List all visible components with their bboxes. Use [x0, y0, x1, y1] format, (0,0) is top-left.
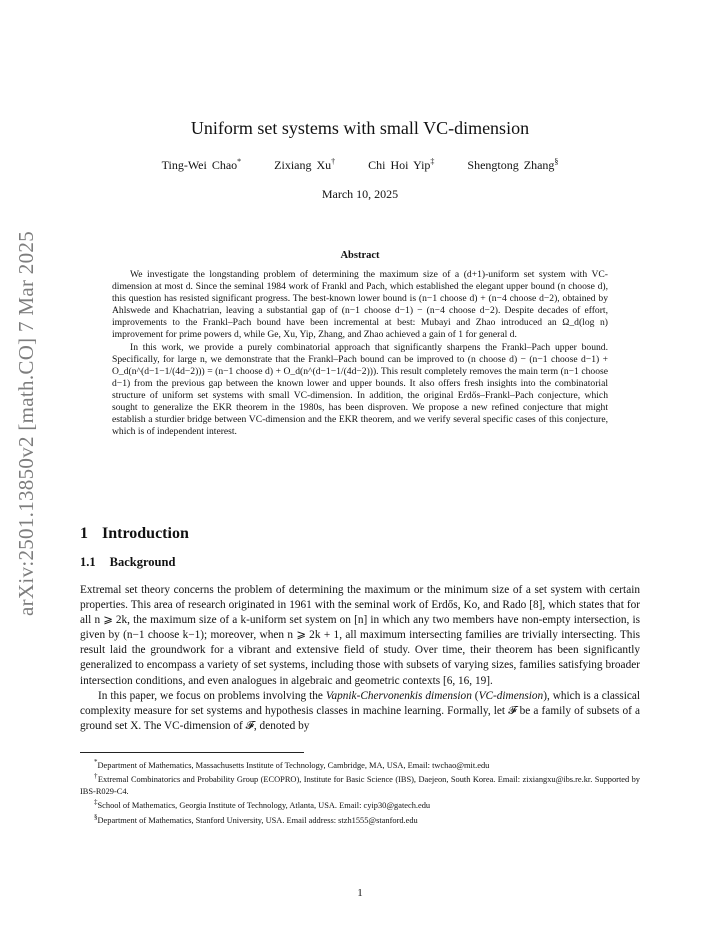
- author-list: [0, 157, 720, 173]
- footnotes: [80, 757, 640, 826]
- footnote: ‡School of Mathematics, Georgia Institute of Technology, Atlanta, USA. Email: cyip30@gatech.edu: [94, 798, 431, 811]
- arxiv-identifier: arXiv:2501.13850v2 [math.CO] 7 Mar 2025: [13, 230, 38, 616]
- section-heading: 1 Introduction: [80, 525, 189, 542]
- author: Shengtong Zhang§: [467, 157, 559, 172]
- author: Zixiang Xu†: [274, 157, 336, 172]
- abstract-body: [112, 269, 608, 438]
- paper-title: Uniform set systems with small VC-dimension: [190, 118, 530, 138]
- footnote: §Department of Mathematics, Stanford University, USA. Email address: stzh1555@stanford.edu: [94, 812, 418, 825]
- abstract-heading: Abstract: [340, 250, 380, 261]
- footnote: *Department of Mathematics, Massachusetts Institute of Technology, Cambridge, MA, USA, Email: twchao@mit.edu: [94, 758, 490, 770]
- page-number: 1: [357, 887, 363, 899]
- body-text: [80, 583, 640, 734]
- subsection-heading: 1.1 Background: [80, 555, 176, 569]
- abstract-paragraph: In this work, we provide a purely combinatorial approach that significantly sharpens the Frankl–Pach upper bound. Specifically, for large n, we demonstrate that the Frankl–Pach bound can be improved to (n choose d) − (n−1 choose d−1) + O_d(n^(d−1−1/(4d−2))) = (n−1 choose d) + O_d(n^(d−1−1/(4d−2))). This result completely removes the main term (n−1 choose d−1) from the previous gap between the known lower and upper bounds. It also offers fresh insights into the combinatorial structure of uniform set systems with small VC-dimension. In addition, the original Erdős–Frankl–Pach conjecture, which sought to generalize the EKR theorem in the 1980s, has been disproven. We propose a new refined conjecture that might establish a sturdier bridge between VC-dimension and the EKR theorem, and we verify several specific cases of this conjecture, which is of independent interest.: [112, 341, 608, 438]
- paper-date: March 10, 2025: [321, 187, 399, 201]
- body-paragraph: Extremal set theory concerns the problem of determining the maximum or the minimum size of a set system with certain properties. This area of research originated in 1961 with the seminal work of Erdős, Ko, and Rado [8], which states that for all n ⩾ 2k, the maximum size of a k-uniform set system on [n] in which any two members have non-empty intersection, is given by (n−1 choose k−1); moreover, when n ⩾ 2k + 1, all maximum intersecting families are trivially intersecting. This result laid the groundwork for a vibrant and extensive field of study. Over time, their theorem has been significantly generalized to encompass a variety of set systems, including those with subsets of varying sizes, families satisfying broader intersection conditions, and even analogues in algebraic and geometric contexts [6, 16, 19].: [80, 584, 640, 687]
- author: Chi Hoi Yip‡: [368, 157, 435, 172]
- footnote-divider: [80, 752, 304, 753]
- body-paragraph: In this paper, we focus on problems involving the Vapnik-Chervonenkis dimension (VC-dimension), which is a classical complexity measure for set systems and hypothesis classes in machine learning. Formally, let 𝓕 be a family of subsets of a ground set X. The VC-dimension of 𝓕, denoted by: [80, 689, 641, 732]
- abstract-paragraph: We investigate the longstanding problem of determining the maximum size of a (d+1)-uniform set system with VC-dimension at most d. Since the seminal 1984 work of Frankl and Pach, which established the elegant upper bound (n choose d), this question has resisted significant progress. The best-known lower bound is (n−1 choose d) + (n−4 choose d−2), obtained by Ahlswede and Khachatrian, leaving a substantial gap of (n−1 choose d−1) − (n−4 choose d−2). Despite decades of effort, improvements to the Frankl–Pach bound have been incremental at best: Mubayi and Zhao introduced an Ω_d(log n) improvement for prime powers d, while Ge, Xu, Yip, Zhang, and Zhao achieved a gain of 1 for general d.: [112, 269, 608, 341]
- footnote: †Extremal Combinatorics and Probability Group (ECOPRO), Institute for Basic Science (IBS), Daejeon, South Korea. Email: zixiangxu@ibs.re.kr. Supported by IBS-R029-C4.: [80, 772, 640, 796]
- author: Ting-Wei Chao*: [161, 157, 242, 172]
